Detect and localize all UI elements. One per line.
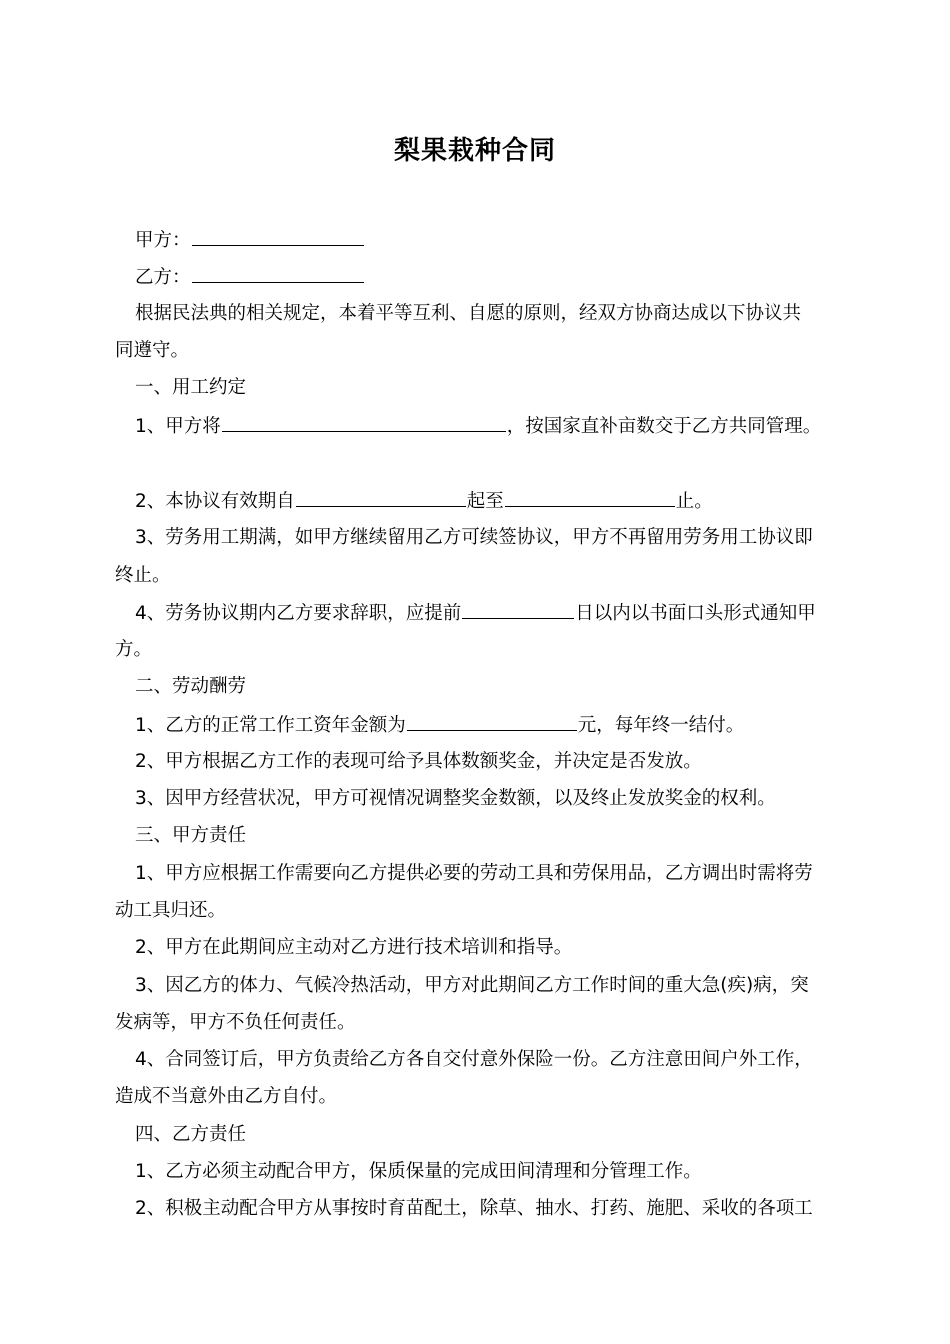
section-3-item-1-line-2: 动工具归还。 [115, 900, 227, 921]
section-1-item-1-after: ，按国家直补亩数交于乙方共同管理。 [506, 416, 822, 437]
start-date-blank[interactable] [296, 487, 466, 507]
section-2-item-1-after: 元，每年终一结付。 [577, 715, 745, 736]
section-3-item-2: 2、甲方在此期间应主动对乙方进行技术培训和指导。 [135, 937, 573, 958]
section-1-item-3-line-1: 3、劳务用工期满，如甲方继续留用乙方可续签协议，甲方不再留用劳务用工协议即 [135, 527, 813, 548]
party-b-label: 乙方： [135, 267, 191, 288]
section-1-item-2 [135, 487, 713, 516]
party-a-label: 甲方： [135, 230, 191, 251]
land-location-blank[interactable] [222, 412, 506, 432]
section-1-item-2-after: 止。 [675, 491, 713, 512]
section-3-heading: 三、甲方责任 [135, 825, 247, 846]
section-1-item-2-middle: 起至 [466, 491, 504, 512]
section-4-item-1: 1、乙方必须主动配合甲方，保质保量的完成田间清理和分管理工作。 [135, 1161, 702, 1182]
preamble-line-2: 同遵守。 [115, 340, 190, 361]
section-1-heading: 一、用工约定 [135, 377, 247, 398]
section-3-item-4-line-1: 4、合同签订后，甲方负责给乙方各自交付意外保险一份。乙方注意田间户外工作， [135, 1049, 813, 1070]
section-3-item-1-line-1: 1、甲方应根据工作需要向乙方提供必要的劳动工具和劳保用品，乙方调出时需将劳 [135, 863, 813, 884]
annual-salary-blank[interactable] [407, 711, 577, 731]
section-1-item-4-after: 日以内以书面口头形式通知甲 [575, 603, 816, 624]
section-1-item-4-before: 4、劳务协议期内乙方要求辞职，应提前 [135, 603, 462, 624]
section-3-item-4-line-2: 造成不当意外由乙方自付。 [115, 1086, 338, 1107]
document-title: 梨果栽种合同 [393, 136, 556, 166]
party-a-line [135, 226, 365, 255]
section-2-item-1-before: 1、乙方的正常工作工资年金额为 [135, 715, 406, 736]
party-b-blank[interactable] [192, 263, 364, 283]
section-1-item-1 [135, 412, 821, 441]
section-1-item-1-before: 1、甲方将 [135, 416, 221, 437]
section-3-item-3-line-1: 3、因乙方的体力、气候冷热活动，甲方对此期间乙方工作时间的重大急(疾)病，突 [135, 975, 809, 996]
end-date-blank[interactable] [505, 487, 675, 507]
section-1-item-4-line-2: 方。 [115, 639, 153, 660]
section-1-item-4 [135, 599, 816, 628]
section-4-item-2: 2、积极主动配合甲方从事按时育苗配土，除草、抽水、打药、施肥、采收的各项工 [135, 1198, 813, 1219]
party-b-line [135, 263, 365, 292]
section-1-item-2-before: 2、本协议有效期自 [135, 491, 295, 512]
section-2-item-3: 3、因甲方经营状况，甲方可视情况调整奖金数额，以及终止发放奖金的权利。 [135, 788, 776, 809]
notice-days-blank[interactable] [462, 599, 574, 619]
section-3-item-3-line-2: 发病等，甲方不负任何责任。 [115, 1012, 356, 1033]
section-2-heading: 二、劳动酬劳 [135, 676, 247, 697]
preamble-line-1: 根据民法典的相关规定，本着平等互利、自愿的原则，经双方协商达成以下协议共 [135, 303, 802, 324]
section-2-item-1 [135, 711, 744, 740]
section-1-item-3-line-2: 终止。 [115, 565, 171, 586]
section-2-item-2: 2、甲方根据乙方工作的表现可给予具体数额奖金，并决定是否发放。 [135, 751, 702, 772]
section-4-heading: 四、乙方责任 [135, 1124, 247, 1145]
party-a-blank[interactable] [192, 226, 364, 246]
